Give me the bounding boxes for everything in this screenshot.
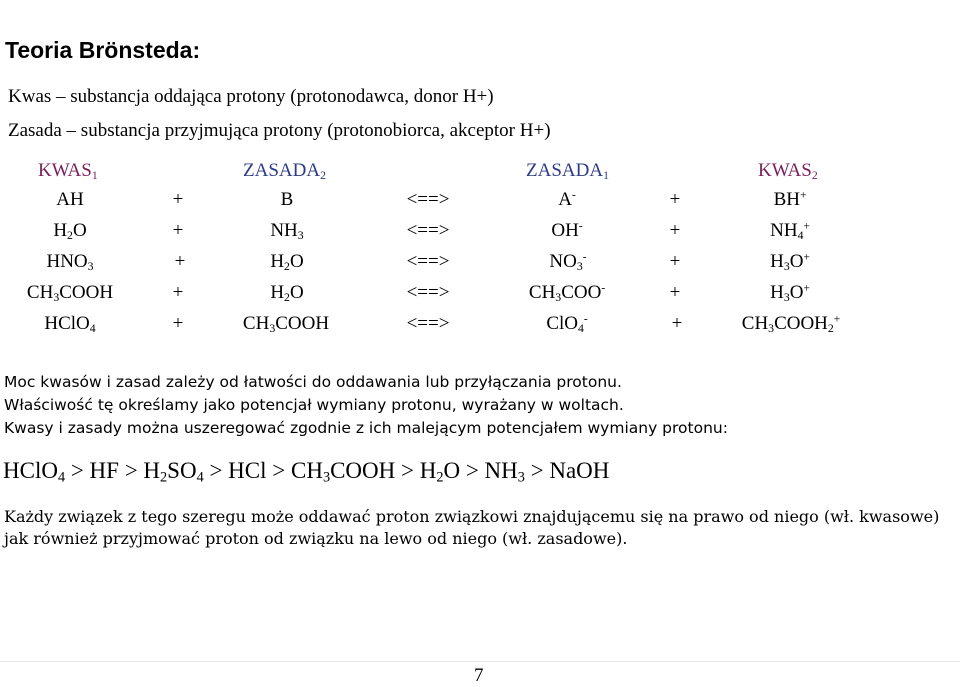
header-zasada-1: $ZASADA_1$: [526, 160, 609, 182]
plus-sign: +: [172, 282, 184, 303]
conjugate-acid-formula: BH+: [773, 189, 807, 210]
equilibrium-arrow: <==>: [406, 251, 450, 272]
plus-sign: +: [669, 251, 681, 272]
strength-explanation: Moc kwasów i zasad zależy od łatwości do oddawania lub przyłączania protonu.: [4, 373, 622, 391]
page-number: 7: [474, 665, 484, 686]
conjugate-base-formula: ClO$_4$-: [546, 313, 588, 335]
plus-sign: +: [671, 313, 683, 334]
plus-sign: +: [669, 282, 681, 303]
acid-formula: HClO$_4$: [44, 313, 96, 335]
acid-formula: $H_2O$: [53, 220, 87, 242]
plus-sign: +: [172, 313, 184, 334]
plus-sign: +: [174, 251, 186, 272]
conjugate-acid-formula: $NH_4^+$: [770, 220, 810, 242]
equilibrium-arrow: <==>: [406, 313, 450, 334]
base-formula: $H_2O$: [270, 251, 304, 273]
page-title: Teoria Brönsteda:: [5, 37, 201, 63]
equilibrium-arrow: <==>: [406, 282, 450, 303]
potential-explanation: Właściwość tę określamy jako potencjał wymiany protonu, wyrażany w woltach.: [4, 396, 624, 414]
base-definition: Zasada – substancja przyjmująca protony (protonobiorca, akceptor H+): [8, 120, 551, 141]
conjugate-base-formula: $CH_3COO^-$: [528, 282, 606, 304]
series-explanation-line-1: Każdy związek z tego szeregu może oddawać proton związkowi znajdującemu się na prawo od niego (wł. kwasowe): [4, 507, 940, 526]
equilibrium-arrow: <==>: [406, 220, 450, 241]
acid-definition: Kwas – substancja oddająca protony (protonodawca, donor H+): [8, 86, 494, 107]
base-formula: $H_2O$: [270, 282, 304, 304]
conjugate-base-formula: OH-: [551, 220, 583, 241]
plus-sign: +: [172, 220, 184, 241]
equilibrium-arrow: <==>: [406, 189, 450, 210]
acid-formula: AH: [56, 189, 84, 210]
header-kwas-2: $KWAS_2$: [758, 160, 818, 182]
base-formula: $NH_3$: [270, 220, 304, 242]
plus-sign: +: [172, 189, 184, 210]
base-formula: B: [280, 189, 294, 210]
conjugate-acid-formula: $H_3O^+$: [770, 251, 810, 273]
acid-formula: $HNO_3$: [46, 251, 94, 273]
header-kwas-1: $KWAS_1$: [38, 160, 98, 182]
acid-strength-series: HClO$_4$ > HF > $H_2SO_4$ > HCl > $CH_3COOH > H_2O > NH_3$ > NaOH: [3, 458, 610, 486]
conjugate-acid-formula: $CH_3COOH_2^+$: [741, 313, 841, 335]
conjugate-acid-formula: $H_3O^+$: [770, 282, 810, 304]
conjugate-base-formula: $NO_3^-$: [549, 251, 587, 273]
plus-sign: +: [669, 189, 681, 210]
footer-divider: [0, 661, 960, 662]
header-zasada-2: $ZASADA_2$: [243, 160, 326, 182]
series-intro: Kwasy i zasady można uszeregować zgodnie z ich malejącym potencjałem wymiany protonu:: [4, 419, 728, 437]
conjugate-base-formula: A-: [558, 189, 576, 210]
acid-formula: $CH_3COOH$: [26, 282, 114, 304]
plus-sign: +: [669, 220, 681, 241]
base-formula: $CH_3COOH$: [242, 313, 330, 335]
series-explanation-line-2: jak również przyjmować proton od związku na lewo od niego (wł. zasadowe).: [4, 529, 628, 548]
